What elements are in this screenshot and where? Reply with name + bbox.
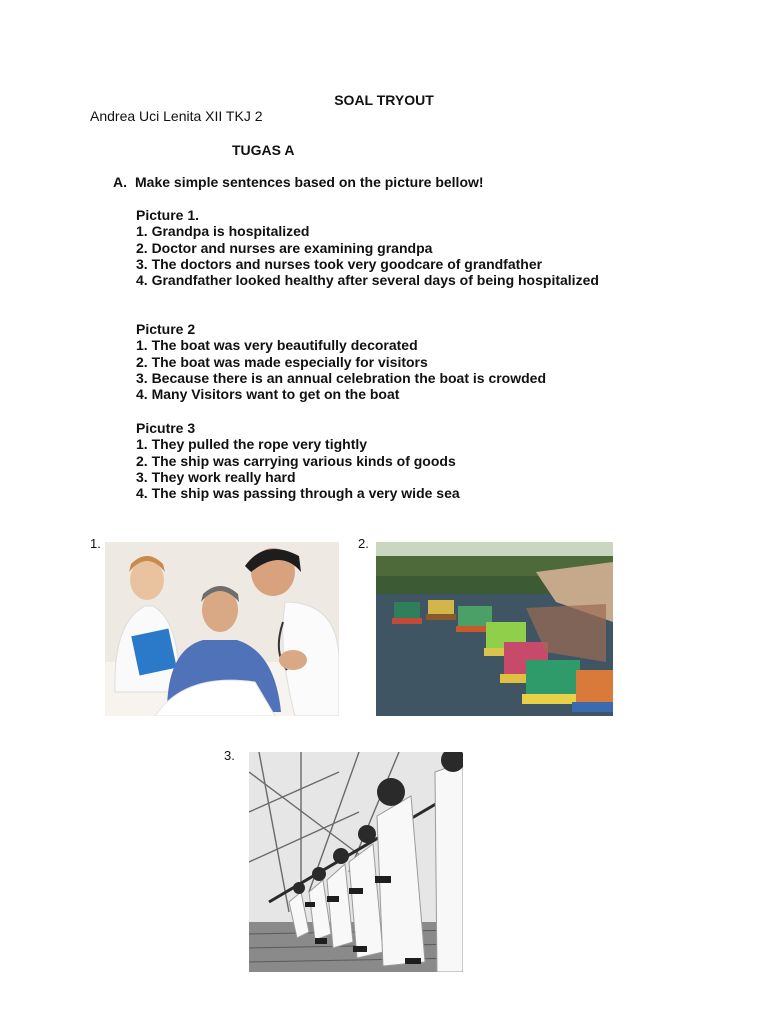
sentence: 3. Because there is an annual celebration the boat is crowded [136,369,547,386]
instruction-text: Make simple sentences based on the picture bellow! [135,174,484,190]
section-instruction [113,174,484,190]
picture-heading: Picutre 3 [136,420,196,436]
task-heading: TUGAS A [232,142,295,158]
image-label-2: 2. [358,536,369,551]
sentence: 4. Grandfather looked healthy after several days of being hospitalized [136,272,599,289]
sentence: 1. Grandpa is hospitalized [136,223,310,240]
sentence: 4. The ship was passing through a very wide sea [136,485,460,502]
picture-heading: Picture 2 [136,321,196,337]
sentence: 2. The boat was made especially for visitors [136,353,428,370]
sentence: 2. Doctor and nurses are examining grandpa [136,239,433,256]
sentence: 1. The boat was very beautifully decorated [136,337,418,354]
sentence: 1. They pulled the rope very tightly [136,436,368,453]
section-letter: A. [113,174,127,190]
picture-2-answers [136,321,546,402]
picture-3-answers [136,420,460,501]
page-title: SOAL TRYOUT [334,92,434,108]
picture-1-answers [136,207,599,288]
sentence: 3. The doctors and nurses took very goodcare of grandfather [136,255,543,272]
boats-photo [376,542,613,716]
sentence: 3. They work really hard [136,468,296,485]
sailors-photo [249,752,463,972]
hospital-photo [105,542,339,716]
sentence: 4. Many Visitors want to get on the boat [136,386,400,403]
sentence: 2. The ship was carrying various kinds of goods [136,452,456,469]
picture-heading: Picture 1. [136,207,200,223]
image-label-3: 3. [224,748,235,763]
image-label-1: 1. [90,536,101,551]
author-line: Andrea Uci Lenita XII TKJ 2 [90,108,263,124]
